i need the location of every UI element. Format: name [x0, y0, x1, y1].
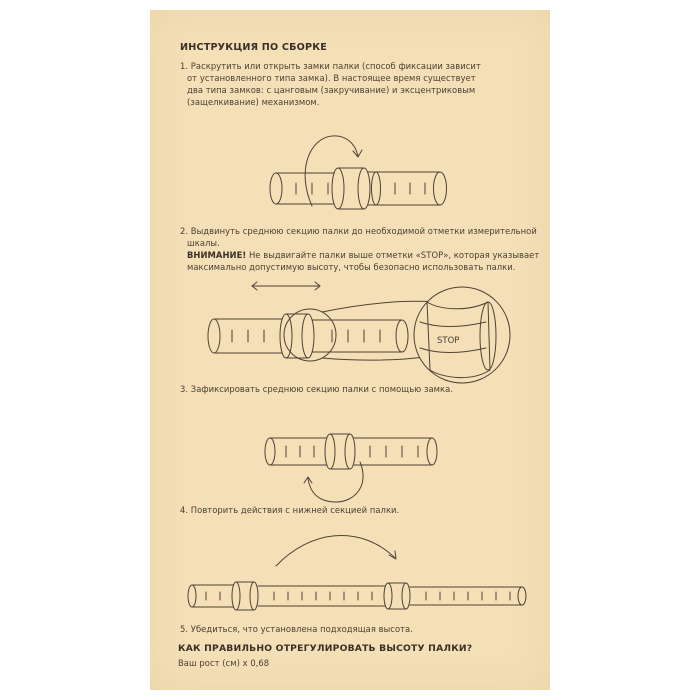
step-1-line: два типа замков: с цанговым (закручивание) и эксцентриковым	[187, 85, 476, 95]
step-2-line: 2. Выдвинуть среднюю секцию палки до необходимой отметки измерительной	[180, 226, 537, 236]
step-2-line: максимально допустимую высоту, чтобы безопасно использовать палки.	[187, 262, 516, 272]
step-1-line: 1. Раскрутить или открыть замки палки (способ фиксации зависит	[180, 61, 481, 71]
height-formula: Ваш рост (см) x 0,68	[178, 658, 270, 668]
step-5-text: 5. Убедиться, что установлена подходящая высота.	[180, 624, 413, 634]
step-4-text: 4. Повторить действия с нижней секцией палки.	[180, 505, 400, 515]
step-1-line: от установленного типа замка). В настоящее время существует	[187, 73, 476, 83]
stop-label: STOP	[437, 336, 460, 346]
figure-full-pole	[150, 10, 550, 690]
warning-text: Не выдвигайте палки выше отметки «STOP», которая указывает	[246, 250, 540, 260]
height-question: КАК ПРАВИЛЬНО ОТРЕГУЛИРОВАТЬ ВЫСОТУ ПАЛКИ?	[178, 643, 473, 654]
step-2-line: шкалы.	[187, 238, 220, 248]
step-3-text: 3. Зафиксировать среднюю секцию палки с помощью замка.	[180, 384, 454, 394]
warning-label: ВНИМАНИЕ!	[187, 250, 247, 260]
step-1-line: (защелкивание) механизмом.	[187, 97, 320, 107]
page-title: ИНСТРУКЦИЯ ПО СБОРКЕ	[180, 42, 328, 53]
instruction-card	[150, 10, 550, 690]
